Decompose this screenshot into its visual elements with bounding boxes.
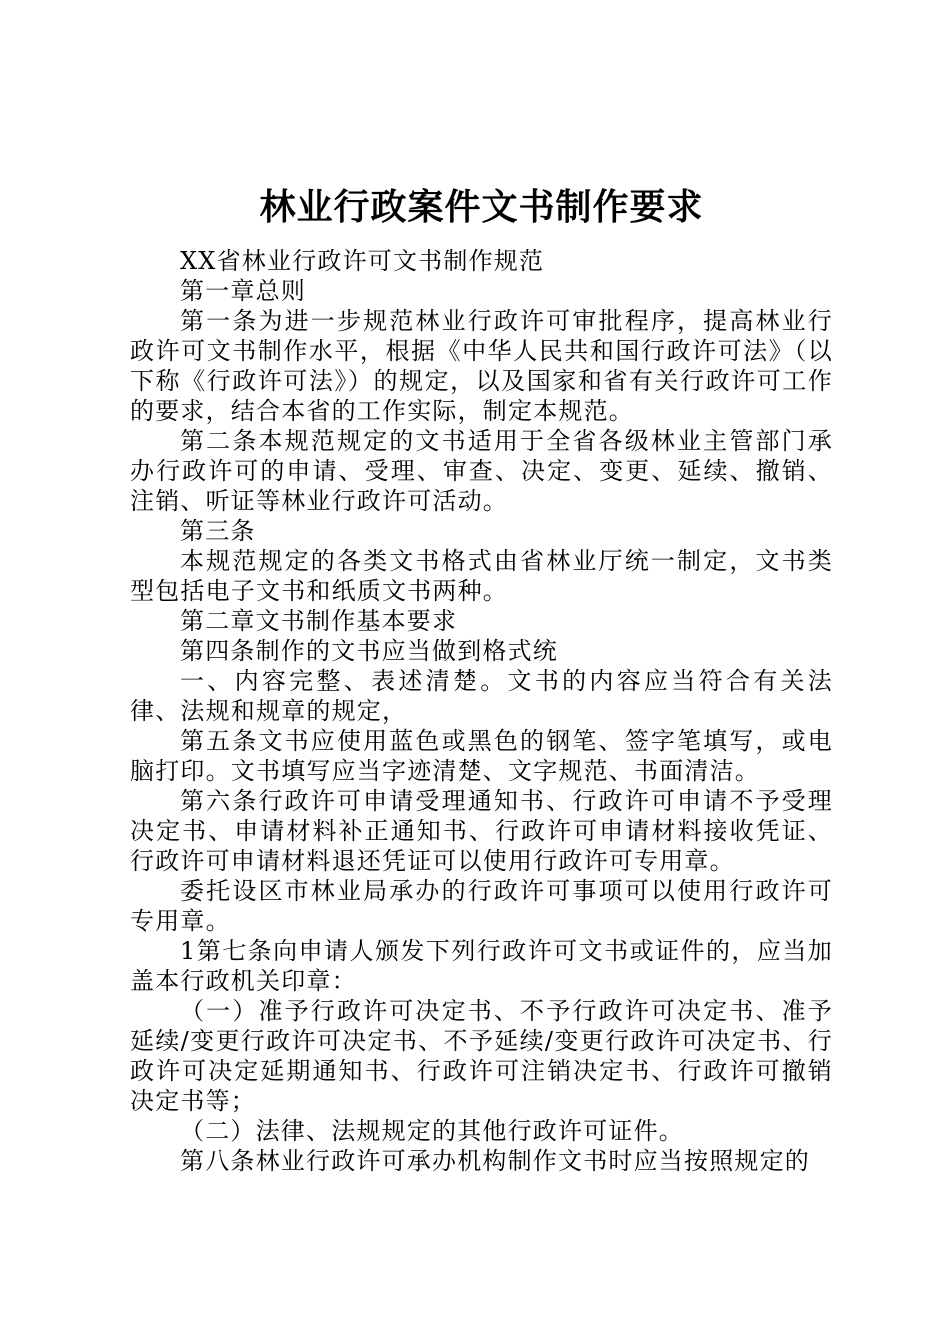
document-title: 林业行政案件文书制作要求: [259, 187, 704, 228]
paragraph-article-3: 本规范规定的各类文书格式由省林业厅统一制定，文书类型包括电子文书和纸质文书两种。: [130, 547, 833, 605]
paragraph-article-7: 1第七条向申请人颁发下列行政许可文书或证件的，应当加盖本行政机关印章：: [130, 937, 833, 995]
paragraph-article-2: 第二条本规范规定的文书适用于全省各级林业主管部门承办行政许可的申请、受理、审查、决定、变更、延续、撤销、注销、听证等林业行政许可活动。: [130, 427, 833, 515]
document-page: [130, 180, 833, 1176]
paragraph-article-6-entrusted: 委托设区市林业局承办的行政许可事项可以使用行政许可专用章。: [130, 877, 833, 935]
paragraph-article-7-item-2: （二）法律、法规规定的其他行政许可证件。: [180, 1117, 684, 1145]
paragraph-article-5: 第五条文书应使用蓝色或黑色的钢笔、签字笔填写，或电脑打印。文书填写应当字迹清楚、文字规范、书面清洁。: [130, 727, 833, 785]
paragraph-article-4: 第四条制作的文书应当做到格式统: [180, 637, 558, 665]
paragraph-chapter-1: 第一章总则: [180, 277, 306, 305]
paragraph-article-8: 第八条林业行政许可承办机构制作文书时应当按照规定的: [180, 1147, 810, 1175]
document-body: [130, 246, 833, 1176]
paragraph-article-7-item-1: （一）准予行政许可决定书、不予行政许可决定书、准予延续/变更行政许可决定书、不予延续/变更行政许可决定书、行政许可决定延期通知书、行政许可注销决定书、行政许可撤销决定书等；: [130, 997, 833, 1115]
paragraph-article-4-continued: 一、内容完整、表述清楚。文书的内容应当符合有关法律、法规和规章的规定，: [130, 667, 833, 725]
paragraph-article-3-heading: 第三条: [180, 517, 256, 545]
paragraph-subtitle: XX省林业行政许可文书制作规范: [180, 247, 545, 275]
paragraph-article-6: 第六条行政许可申请受理通知书、行政许可申请不予受理决定书、申请材料补正通知书、行政许可申请材料接收凭证、行政许可申请材料退还凭证可以使用行政许可专用章。: [130, 787, 833, 875]
paragraph-article-1: 第一条为进一步规范林业行政许可审批程序，提高林业行政许可文书制作水平，根据《中华人民共和国行政许可法》（以下称《行政许可法》）的规定，以及国家和省有关行政许可工作的要求，结合本省的工作实际，制定本规范。: [130, 307, 833, 425]
paragraph-chapter-2: 第二章文书制作基本要求: [180, 607, 458, 635]
